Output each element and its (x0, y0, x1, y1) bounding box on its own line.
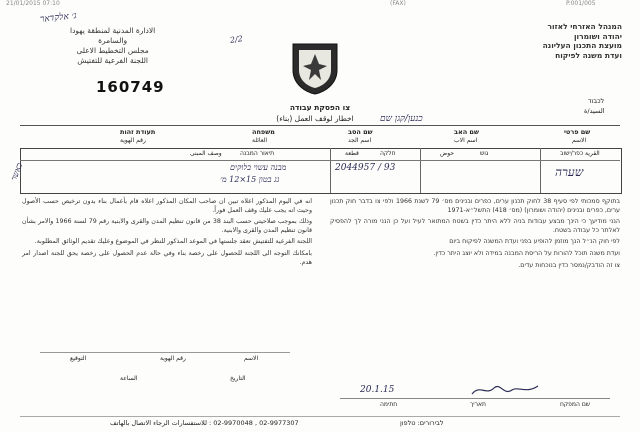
hebrew-header-line: המנהל האזרחי לאזור (547, 22, 622, 31)
hebrew-header-line: ועדת משנה לפיקוח (555, 50, 622, 60)
arabic-paragraph: وذلك بموجب صلاحيتي حسب البند 38 من قانون تنظيم المدن والقرى والابنية رقم 79 لسنة 1966 والامر بشأن قانون تنظيم المدن والقرى والابنية. (22, 218, 313, 234)
handwritten-village: שערה (555, 165, 584, 179)
to-label-arabic: السيد/ة (584, 107, 605, 115)
hebrew-authority-header (543, 22, 622, 60)
field-label-id-number: תעודת זהות (120, 128, 156, 136)
loc-label-village-ar: القرية (585, 150, 600, 157)
hebrew-sign-line (340, 398, 610, 399)
handwritten-bottom-date: 20.1.15 (360, 385, 395, 395)
fax-date: 21/01/2015 07:10 (6, 0, 60, 7)
handwritten-recipient-name: כנען/קגן שם (380, 114, 423, 124)
arabic-header-line: مجلس التخطيط الاعلى (76, 46, 149, 55)
loc-label-parcel-ar: قطعة (345, 150, 359, 157)
arabic-sign-line (40, 352, 290, 353)
loc-label-building: תיאור המבנה (240, 150, 275, 157)
loc-label-building-ar: وصف المبنى (190, 150, 222, 157)
hebrew-paragraph: ועדת משנה תוכל להורות על הריסת המבנה במידה ולא יוצג היתר כדין. (433, 249, 620, 257)
loc-label-block: גוש (480, 150, 489, 157)
arabic-time-label: الساعة (120, 375, 138, 382)
table-header-line (20, 160, 620, 161)
loc-label-parcel: חלקה (380, 150, 396, 157)
hebrew-paragraph: בתוקף סמכותי לפי סעיף 38 לחוק תכנון ערים, כפרים ובנינים מס׳ 79 לשנת 1966 ולפי צו בדבר חוק תכנון ערים, כפרים ובנינים (יהודה ושומרון) (מס׳ 418) התשל״א-1971 (330, 198, 621, 214)
fax-header (0, 0, 640, 7)
arabic-paragraph: بامكانك التوجه الى اللجنة للحصول على رخصة بناء وفي حالة عدم الحصول على رخصة يحق للجنة اصدار امر هدم. (22, 249, 312, 266)
arabic-date-label: التاريخ (230, 375, 246, 382)
field-label-first-name: שם פרטי (564, 128, 591, 136)
table-divider (540, 148, 541, 193)
handwritten-building-note-2: גג בטון 15×12 מ׳ (220, 175, 280, 184)
hebrew-header-line: מועצת התכנון העליונה (542, 41, 622, 51)
arabic-paragraph: انه في اليوم المذكور اعلاه تبين ان صاحب المكان المذكور اعلاه قام بأعمال بناء بدون ترخيص حسب الأصول وحيث انه يجب عليك وقف العمل فوراً. (22, 198, 312, 214)
field-label-family: משפחה (252, 128, 275, 136)
handwritten-top-note: ג׳ אלקדאר (39, 11, 78, 25)
handwritten-date-note: 2/2 (229, 34, 244, 45)
field-label-father-name-ar: اسم الاب (454, 137, 478, 144)
table-divider (420, 148, 421, 193)
arabic-header-line: اللجنة الفرعية للتفتيش (77, 56, 148, 65)
arabic-header-line: الادارة المدنية لمنطقة يهودا (70, 26, 156, 35)
hebrew-paragraph: לפי חוק הנ״ל הנך מוזמן להופיע בפני ועדת המשנה לפיקוח ביום (449, 238, 620, 246)
fax-label: (FAX) (390, 0, 406, 7)
hebrew-paragraph: הנני מודיעך כי הינך מבצע עבודות בניה ללא היתר כדין בשטח המתואר לעיל ועל כן הנני מורה לך להפסיק לאלתר כל עבודה בשטח. (330, 218, 620, 234)
arabic-sign-label-id: رقم الهوية (160, 355, 186, 362)
inspector-signature-icon (470, 382, 540, 398)
footer-line (20, 416, 620, 417)
document-number: 160749 (96, 78, 165, 96)
arabic-authority-header (70, 26, 155, 66)
field-label-first-name-ar: الاسم (572, 137, 587, 144)
order-title-hebrew: צו הפסקת עבודה (289, 103, 351, 112)
order-title-arabic: اخطار لوقف العمل (بناء) (276, 114, 354, 123)
field-label-father-name: שם האב (454, 128, 479, 136)
field-label-id-number-ar: رقم الهوية (120, 137, 146, 144)
field-label-family-ar: العائلة (252, 137, 268, 144)
hebrew-sign-label-signature: חתימה (380, 401, 398, 408)
fax-page: P.001/005 (566, 0, 596, 7)
handwritten-building-note-1: מבנה עשוי בלוקים (230, 163, 287, 172)
table-divider (330, 148, 331, 193)
arabic-header-line: والسامرة (98, 36, 128, 45)
authority-emblem-icon (289, 40, 341, 96)
handwritten-id-number: 2044957 / 93 (335, 163, 396, 173)
name-row-line (20, 125, 620, 126)
footer-hebrew: לבירורים: טלפון (400, 419, 444, 427)
loc-label-block-ar: حوض (440, 150, 455, 157)
loc-label-village: כפר/ישוב (560, 150, 584, 157)
arabic-paragraph: اللجنة الفرعية للتفتيش تعقد جلستها في الموعد المذكور للنظر في الموضوع وعليك تقديم الوثائق المطلوبة. (34, 238, 312, 246)
field-label-grandfather-name-ar: اسم الجد (348, 137, 372, 144)
hebrew-body-text (330, 198, 620, 270)
hebrew-sign-label-date: תאריך (470, 401, 486, 408)
hebrew-header-line: יהודה ושומרון (573, 31, 622, 41)
hebrew-paragraph: צו זה הודבק/נמסר כדין בנוכחות עדים. (518, 261, 620, 269)
footer-phone: 02-9977307 , 02-9970048 : للاستفسارات الرجاء الاتصال بالهاتف (110, 419, 299, 427)
arabic-sign-label-name: الاسم (244, 355, 259, 362)
arabic-body-text (22, 198, 312, 267)
arabic-sign-label-signature: التوقيع (70, 355, 87, 362)
hebrew-sign-label-inspector: שם המפקח (560, 401, 591, 408)
handwritten-side-mark: כאשר (9, 161, 25, 182)
to-label-hebrew: לכבוד (588, 97, 605, 105)
field-label-grandfather-name: שם הסב (348, 128, 373, 136)
location-table (20, 148, 622, 194)
